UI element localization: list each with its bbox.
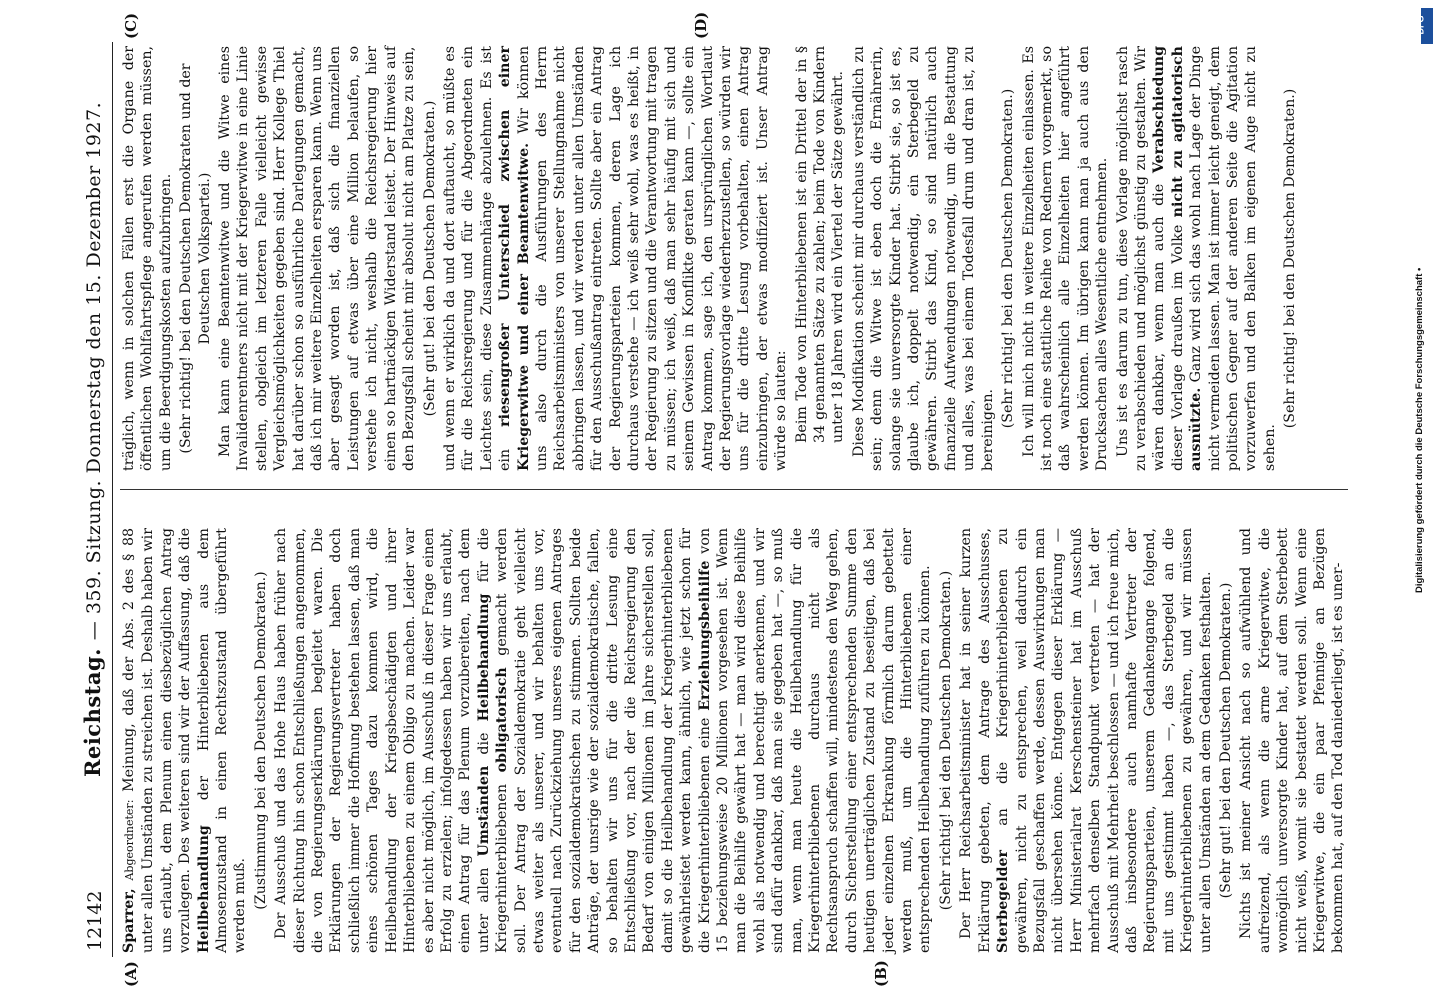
emphasis: Heilbehandlung [195, 825, 212, 953]
paragraph-text: und wenn er wirklich da und dort auftaucht, so müßte es für die Reichsregierung und für die Abgeordneten ein Leichtes sein, diese Zusammenhänge abzulehnen. Es ist ein [441, 46, 514, 471]
page-number: 12142 [84, 890, 106, 951]
speaker-name: Sparrer, [121, 888, 137, 953]
paragraph-text: Wir können uns also durch die Ausführungen des Herrn Reichsarbeitsministers von unserer Stellungnahme nicht abbringen lassen, und wir werden unter allen Umständen für den Ausschußantrag eintreten. Sollte aber ein Antrag der Regierungsparteien kommen, deren Lage ich durchaus verstehe — ich weiß sehr wohl, was es heißt, in der Regierung zu sitzen und die Verantwortung mit tragen zu müssen; ich weiß, daß man sehr häufig mit sich und seinem Gewissen in Konflikte geraten kann —, sollte ein Antrag kommen, sage ich, den ursprünglichen Wortlaut der Regierungsvorlage wiederherzustellen, so würden wir uns für die dritte Lesung vorbehalten, einen Antrag einzubringen, der etwas modifiziert ist. Unser Antrag würde so lauten: [515, 46, 790, 471]
credit-text: Digitalisierung gefördert durch die Deutsche Forschungsgemeinschaft • [1414, 267, 1425, 593]
paragraph: träglich, wenn in solchen Fällen erst die Organe der öffentlichen Wohlfahrtspflege angerufen werden müssen, um die Beerdigungskosten aufzubringen. [121, 46, 174, 471]
paragraph-text: für die Kriegerhinterbliebenen [475, 528, 511, 953]
reaction: (Zustimmung bei den Deutschen Demokraten.) [252, 571, 269, 910]
paragraph-text: von 15 beziehungsweise 20 Millionen vorgesehen ist. Wenn man die Beihilfe gewährt hat — man wird diese Beihilfe wohl als notwendig und berechtigt anerkennen, und wir sind dafür dankbar, daß man sie gegeben hat —, so muß man, wenn man heute die Heilbehandlung für die Kriegerhinterbliebenen durchaus nicht als Rechtsanspruch schaffen will, mindestens den Weg gehen, durch Sicherstellung einer entsprechenden Summe den heutigen unerträglichen Zustand zu beseitigen, daß bei jeder einzelnen Erkrankung förmlich darum gebettelt werden muß, um die Hinterbliebenen einer entsprechenden Heilbehandlung zuführen zu können. [696, 527, 934, 953]
page-header [72, 42, 116, 957]
emphasis: obligatorisch [494, 667, 511, 773]
reaction: (Sehr richtig! bei den Deutschen Demokraten.) [937, 570, 954, 911]
margin-marker-d: (D) [692, 11, 710, 39]
paragraph-text: an die Kriegerhinterbliebenen zu gewähren, nicht zu entsprechen, weil dadurch ein Bezugsfall geschaffen werde, dessen Auswirkungen man nicht übersehen könne. Entgegen dieser Erklärung — Herr Ministerialrat Kerschensteiner hat im Ausschuß mehrfach denselben Standpunkt vertreten — hat der Ausschuß mit Mehrheit beschlossen — und ich freue mich, daß insbesondere auch namhafte Vertreter der Regierungsparteien, unserem Gedankengange folgend, mit uns gestimmt haben —, das Sterbegeld an die Kriegerhinterbliebenen zu gewähren, und wir müssen unter allen Umständen an dem Gedanken festhalten. [995, 528, 1214, 953]
emphasis: Heilbehandlung [475, 593, 492, 722]
reaction: (Sehr richtig! bei den Deutschen Demokraten und der Deutschen Volkspartei.) [178, 63, 213, 454]
speaker-role: Abgeordneter: [123, 799, 136, 881]
paragraph: Meinung, daß der Abs. 2 des § 88 unter allen Umständen zu streichen ist. Deshalb haben wir uns erlaubt, dem Plenum einen diesbezüglichen Antrag vorzulegen. Des weiteren sind wir der Auffassung, daß die [121, 528, 194, 953]
emphasis: Erziehungsbeihilfe [696, 560, 713, 711]
paragraph-text: dieser Vorlage draußen im Volke [1169, 224, 1186, 471]
rotated-page [72, 11, 1362, 987]
paragraph: Nichts ist meiner Ansicht nach so aufwühlend und aufreizend, als wenn die arme Kriegerwitwe, die womöglich unversorgte Kinder hat, auf dem Sterbebett nicht weiß, womit sie bestattet werden soll. Wenn eine Kriegerwitwe, die ein paar Pfennige an Bezügen bekommen hat, auf den Tod daniederliegt, ist es uner- [1238, 528, 1347, 953]
emphasis: Verabschiedung [1151, 46, 1168, 174]
paragraph: Ich will mich nicht in weitere Einzelheiten einlassen. Es ist noch eine stattliche Reihe von Rednern vorgemerkt, so daß wahrscheinlich alle Einzelheiten hier angeführt werden können. Im übrigen kann man ja auch aus den Drucksachen alles Wesentliche entnehmen. [1020, 46, 1111, 471]
margin-marker-b: (B) [872, 960, 890, 987]
paragraph-text: Ganz wird sich das wohl nach Lage der Dinge nicht vermeiden lassen. Man ist immer leicht geneigt, dem politischen Gegner auf der anderen Seite die Agitation vorzuwerfen und den Balken im eigenen Auge nicht zu sehen. [1188, 45, 1278, 471]
column-rule [120, 489, 1348, 490]
reaction: (Sehr gut! bei den Deutschen Demokraten.) [1217, 582, 1234, 899]
paragraph [957, 528, 1215, 953]
paragraph-cont: der Hinterbliebenen aus dem Almosenzustand in einen Rechtszustand übergeführt werden muß. [195, 528, 249, 953]
quoted-motion: Beim Tode von Hinterbliebenen ist ein Drittel der in § 34 genannten Sätze zu zahlen; beim Tode von Kindern unter 18 Jahren wird ein Viertel der Sätze gewährt. [793, 46, 847, 443]
paragraph [272, 528, 935, 953]
speaker-line [120, 528, 250, 953]
reaction: (Sehr richtig! bei den Deutschen Demokraten.) [1000, 88, 1017, 429]
paragraph: Man kann eine Beamtenwitwe und die Witwe eines Invalidenrentners nicht mit der Kriegerwitwe in eine Linie stellen, obgleich im letzteren Falle vielleicht gewisse Vergleichsmöglichkeiten gegeben sind. Herr Kollege Thiel hat darüber schon so ausführliche Darlegungen gemacht, daß ich mir weitere Einzelheiten ersparen kann. Wenn uns aber gesagt worden ist, daß sich die finanziellen Leistungen auf etwas über eine Million belaufen, so verstehe ich nicht, weshalb die Reichsregierung hier einen so hartnäckigen Widerstand leistet. Der Hinweis auf den Bezugsfall scheint mir absolut nicht am Platze zu sein, [217, 46, 418, 471]
paragraph [1114, 46, 1280, 471]
page-title [80, 102, 105, 777]
emphasis: nicht zu agitatorisch ausnützte. [1169, 46, 1205, 471]
reaction: (Sehr gut! bei den Deutschen Demokraten.) [421, 100, 438, 417]
margin-marker-a: (A) [122, 961, 140, 987]
reaction: (Sehr richtig! bei den Deutschen Demokraten.) [1282, 88, 1299, 429]
paragraph-text: die [475, 732, 492, 755]
dfg-logo [1415, 8, 1433, 44]
header-rule [112, 42, 113, 957]
emphasis: riesengroßer Unterschied zwischen einer Kriegerwitwe und einer Beamtenwitwe. [497, 45, 532, 471]
left-column [120, 528, 1350, 953]
paragraph-text: Der Ausschuß und das Hohe Haus haben früher nach dieser Richtung hin schon Entschließungen angenommen, die von Regierungserklärungen begleitet waren. Die Erklärungen der Regierungsvertreter haben doch schließlich immer die Hoffnung bestehen lassen, daß man eines schönen Tages dazu kommen wird, die Heilbehandlung der Kriegsbeschädigten und ihrer Hinterbliebenen zu einem Obligo zu machen. Leider war es aber nicht möglich, im Ausschuß in dieser Frage einen Erfolg zu erzielen; infolgedessen haben wir uns erlaubt, einen Antrag für das Plenum vorzubereiten, nach dem unter allen [273, 528, 492, 953]
paragraph [441, 46, 791, 471]
dfg-logo-text: DFG [1415, 15, 1426, 35]
paragraph: Diese Modifikation scheint mir durchaus verständlich zu sein; denn die Witwe ist eben doch die Ernährerin, solange sie unversorgte Kinder hat. Stirbt sie, so ist es, glaube ich, doppelt notwendig, ein Sterbegeld zu gewähren. Stirbt das Kind, so sind natürlich auch finanzielle Aufwendungen notwendig, um die Bestattung und alles, was bei einem Todesfall drum und dran ist, zu bereinigen. [850, 46, 996, 471]
emphasis: Umständen [475, 765, 492, 857]
right-column [120, 46, 1302, 471]
paragraph-text: gemacht werden soll. Der Antrag der Sozialdemokratie geht vielleicht etwas weiter als unserer, und wir behalten uns vor, eventuell nach Zurückziehung unseres eigenen Antrages für den sozialdemokratischen zu stimmen. Sollten beide Anträge, der unsrige wie der sozialdemokratische, fallen, so behalten wir uns für die dritte Lesung eine Entschließung vor, nach der die Reichsregierung den Bedarf von einigen Millionen im Jahre sicherstellen soll, damit so die Heilbehandlung der Kriegerhinterbliebenen gewährleistet werden kann, ähnlich, wie jetzt schon für die Kriegerhinterbliebenen eine [494, 527, 713, 953]
digitization-credit [1414, 8, 1432, 988]
paragraph-text: Uns ist es darum zu tun, diese Vorlage möglichst rasch zu verabschieden und möglichst günstig zu gestalten. Wir wären dankbar, wenn man auch die [1114, 46, 1168, 471]
margin-marker-c: (C) [122, 12, 140, 39]
title-main: Reichstag. [80, 648, 105, 777]
session-line: — 359. Sitzung. Donnerstag den 15. Dezember 1927. [83, 101, 105, 641]
emphasis: Sterbegelder [995, 849, 1012, 953]
paragraph-text: Der Herr Reichsarbeitsminister hat in seiner kurzen Erklärung gebeten, dem Antrage des Ausschusses, [958, 528, 993, 953]
